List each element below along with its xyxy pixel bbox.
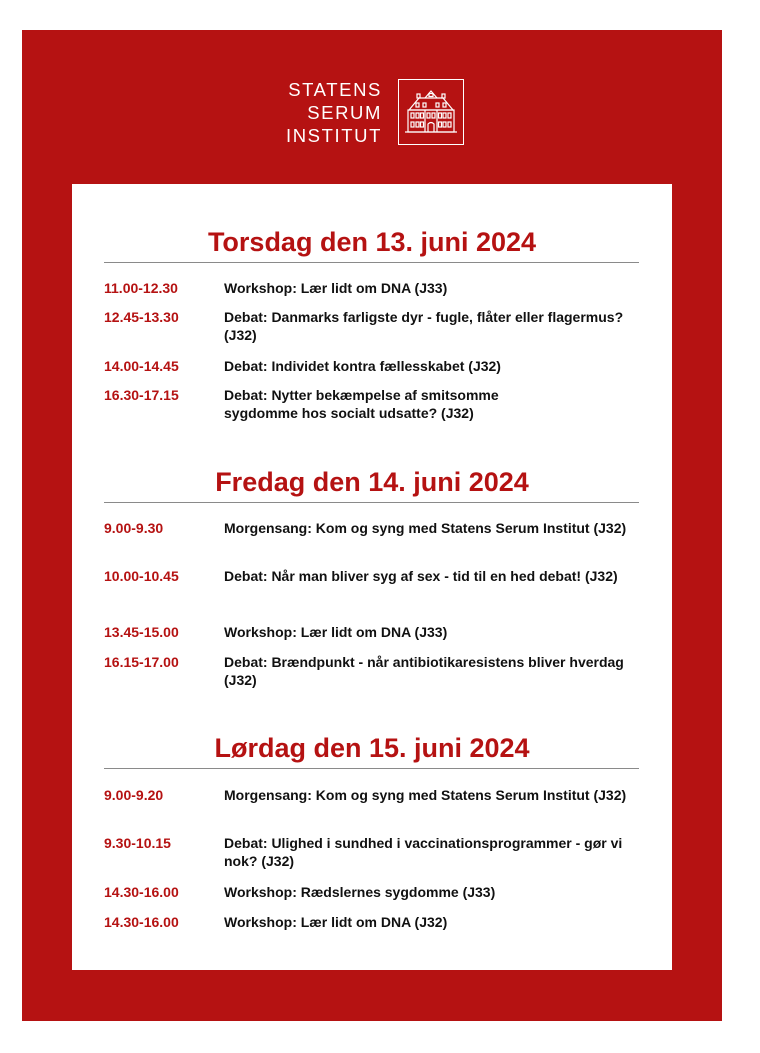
event-time: 9.30-10.15 (104, 835, 171, 851)
day-title: Torsdag den 13. juni 2024 (207, 227, 537, 257)
divider (104, 502, 639, 503)
building-icon (398, 79, 464, 145)
event-description: Morgensang: Kom og syng med Statens Serum Institut (J32) (224, 787, 627, 803)
event-time: 16.15-17.00 (104, 654, 179, 670)
event-time: 9.00-9.20 (104, 787, 164, 803)
event-description: Debat: Danmarks farligste dyr - fugle, flåter eller flagermus? (J32) (224, 309, 624, 343)
event-time: 9.00-9.30 (104, 520, 164, 536)
schedule-panel (72, 184, 672, 970)
event-time: 14.30-16.00 (104, 914, 179, 930)
event-description: Debat: Ulighed i sundhed i vaccinationsprogrammer - gør vi nok? (J32) (224, 835, 623, 869)
day-title: Lørdag den 15. juni 2024 (214, 733, 530, 763)
event-description: Debat: Nytter bekæmpelse af smitsomme sygdomme hos socialt udsatte? (J32) (224, 387, 499, 421)
event-time: 13.45-15.00 (104, 624, 179, 640)
event-description: Debat: Individet kontra fællesskabet (J32) (224, 358, 501, 374)
event-time: 16.30-17.15 (104, 387, 179, 403)
event-description: Workshop: Rædslernes sygdomme (J33) (224, 884, 496, 900)
event-description: Workshop: Lær lidt om DNA (J32) (224, 914, 448, 930)
event-time: 10.00-10.45 (104, 568, 179, 584)
day-title: Fredag den 14. juni 2024 (215, 467, 529, 497)
logo-line-3: INSTITUT (285, 125, 382, 146)
event-time: 12.45-13.30 (104, 309, 179, 325)
event-description: Debat: Når man bliver syg af sex - tid til en hed debat! (J32) (224, 568, 618, 584)
logo-line-1: STATENS (288, 79, 382, 100)
event-description: Workshop: Lær lidt om DNA (J33) (224, 280, 448, 296)
event-description: Debat: Brændpunkt - når antibiotikaresistens bliver hverdag (J32) (224, 654, 624, 688)
ssi-logo (278, 78, 466, 148)
event-description: Workshop: Lær lidt om DNA (J33) (224, 624, 448, 640)
divider (104, 262, 639, 263)
day-section (72, 732, 672, 769)
divider (104, 768, 639, 769)
event-time: 14.30-16.00 (104, 884, 179, 900)
logo-wordmark (286, 78, 382, 147)
logo-line-2: SERUM (307, 102, 382, 123)
poster-background (22, 30, 722, 1021)
event-time: 14.00-14.45 (104, 358, 179, 374)
day-section (72, 466, 672, 503)
event-description: Morgensang: Kom og syng med Statens Serum Institut (J32) (224, 520, 627, 536)
event-time: 11.00-12.30 (104, 280, 178, 296)
day-section (72, 226, 672, 263)
